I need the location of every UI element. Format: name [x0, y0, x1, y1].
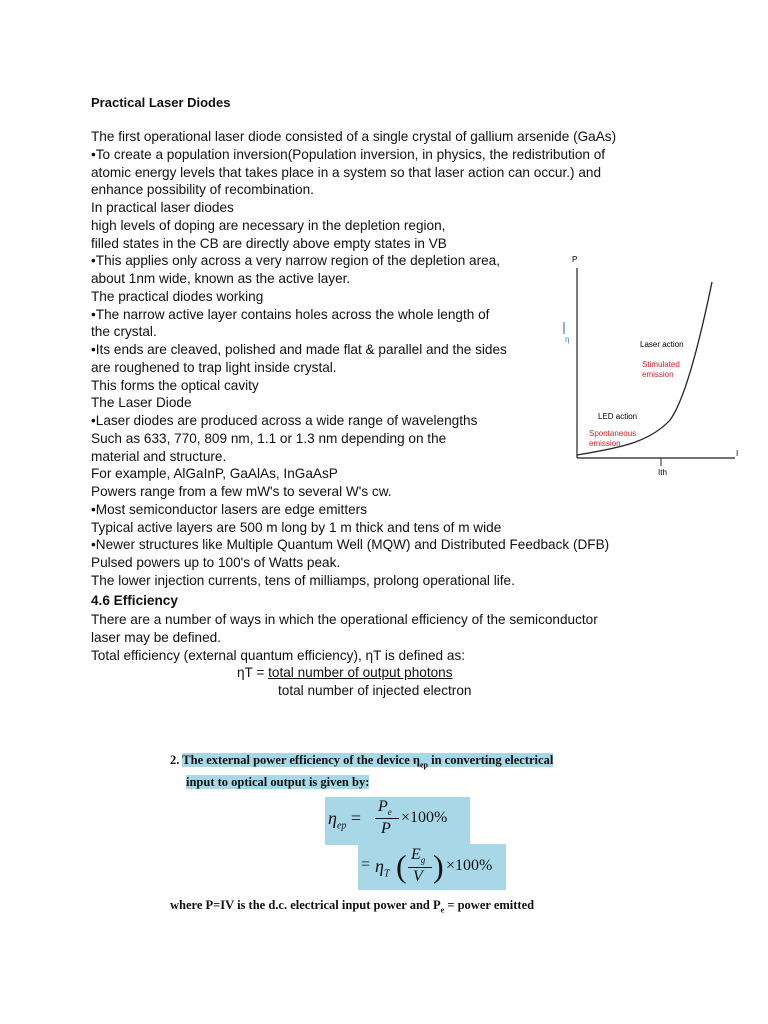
body-line: The Laser Diode [91, 395, 192, 411]
eq2-eta-sub: T [383, 868, 390, 880]
efficiency-line: laser may be defined. [91, 629, 221, 645]
body-line: For example, AlGaInP, GaAlAs, InGaAsP [91, 466, 338, 482]
body-line: the crystal. [91, 324, 157, 340]
equation-2-eta [375, 856, 390, 880]
equation-1-tail: ×100% [401, 809, 448, 826]
body-line: The first operational laser diode consisted of a single crystal of gallium arsenide (GaAs) [91, 129, 617, 144]
slope-marker-label: η [565, 335, 570, 344]
equation-title-line2: input to optical output is given by: [186, 774, 370, 789]
body-line: about 1nm wide, known as the active layer. [91, 271, 351, 286]
equation-1-fraction-bar [375, 818, 399, 819]
body-line: The lower injection currents, tens of milliamps, prolong operational life. [91, 572, 515, 588]
formula-numerator: total number of output photons [268, 665, 453, 680]
equation-title-sub: ep [419, 760, 428, 770]
efficiency-equation-figure [170, 752, 610, 922]
equation-2-numerator [411, 846, 425, 865]
body-line: filled states in the CB are directly above empty states in VB [91, 235, 447, 251]
eq1-eta-sub: ep [336, 820, 347, 832]
pi-chart-svg [560, 250, 750, 480]
led-action-label: LED action [598, 412, 638, 421]
equation-1-lhs: $\eta_{ep}$ = [328, 808, 362, 832]
body-line: This forms the optical cavity [91, 377, 259, 393]
page-title: Practical Laser Diodes [91, 95, 231, 110]
equation-1-denominator: P [381, 820, 391, 837]
body-line: are roughened to trap light inside crystal. [91, 359, 337, 375]
body-line: Pulsed powers up to 100's of Watts peak. [91, 555, 341, 570]
body-line: Powers range from a few mW's to several W's cw. [91, 484, 392, 499]
threshold-label: Ith [658, 468, 667, 477]
y-axis-label: P [572, 255, 578, 264]
body-line: enhance possibility of recombination. [91, 182, 314, 198]
body-line: atomic energy levels that takes place in a system so that laser action can occur.) and [91, 164, 602, 180]
spontaneous-emission-label: Spontaneous emission [589, 429, 637, 448]
x-axis-label: I [736, 449, 739, 458]
body-line: •This applies only across a very narrow region of the depletion area, [91, 253, 501, 269]
efficiency-line: Total efficiency (external quantum efficiency), ηT is defined as: [91, 647, 466, 663]
laser-action-label: Laser action [640, 340, 684, 349]
body-line: In practical laser diodes [91, 200, 234, 215]
eq1-num-sub: e [387, 807, 392, 818]
eq2-eta: η [375, 856, 384, 876]
formula-lhs: ηT = [237, 665, 269, 680]
body-line: •Its ends are cleaved, polished and made flat & parallel and the sides [91, 342, 507, 357]
equation-2-left-paren: ( [396, 848, 407, 884]
body-line: •Newer structures like Multiple Quantum Well (MQW) and Distributed Feedback (DFB) [91, 537, 610, 553]
section-heading: 4.6 Efficiency [91, 593, 178, 608]
body-line: •The narrow active layer contains holes across the whole length of [91, 306, 490, 322]
eq2-num-sub: g [420, 855, 426, 866]
equation-title-line1 [182, 753, 554, 770]
equation-2-denominator: V [413, 868, 423, 885]
formula-numerator-line [237, 664, 453, 682]
laser-pi-chart [560, 250, 750, 480]
body-line: •To create a population inversion(Population inversion, in physics, the redistribution of [91, 146, 606, 162]
body-line: Typical active layers are 500 m long by 1 m thick and tens of m wide [91, 519, 502, 535]
equation-title-end: in converting electrical [427, 753, 554, 767]
eq2-num: E [411, 846, 421, 863]
equation-title-text: The external power efficiency of the device η [182, 753, 420, 767]
formula-denominator: total number of injected electron [278, 683, 472, 698]
equation-2-equals: = [361, 856, 371, 873]
body-line: •Laser diodes are produced across a wide range of wavelengths [91, 413, 478, 428]
eq1-eta: η [328, 808, 337, 828]
body-line: •Most semiconductor lasers are edge emitters [91, 501, 367, 517]
footer-sub: e [440, 905, 445, 915]
equation-footer [170, 898, 534, 915]
equation-2-right-paren: ) [433, 848, 444, 884]
efficiency-line: There are a number of ways in which the operational efficiency of the semiconductor [91, 612, 598, 627]
equation-2-tail: ×100% [446, 857, 493, 874]
stimulated-emission-label: Stimulated emission [642, 360, 680, 379]
body-line: The practical diodes working [91, 288, 264, 304]
footer-text: where P=IV is the d.c. electrical input power and P [170, 898, 441, 912]
body-line: material and structure. [91, 448, 227, 464]
body-line: high levels of doping are necessary in the depletion region, [91, 217, 446, 233]
eq1-num: P [378, 798, 388, 815]
equation-title [170, 752, 553, 791]
footer-end: = power emitted [444, 898, 535, 912]
equation-1-numerator [378, 798, 392, 817]
equation-number: 2. [170, 753, 183, 767]
body-line: Such as 633, 770, 809 nm, 1.1 or 1.3 nm depending on the [91, 430, 447, 446]
